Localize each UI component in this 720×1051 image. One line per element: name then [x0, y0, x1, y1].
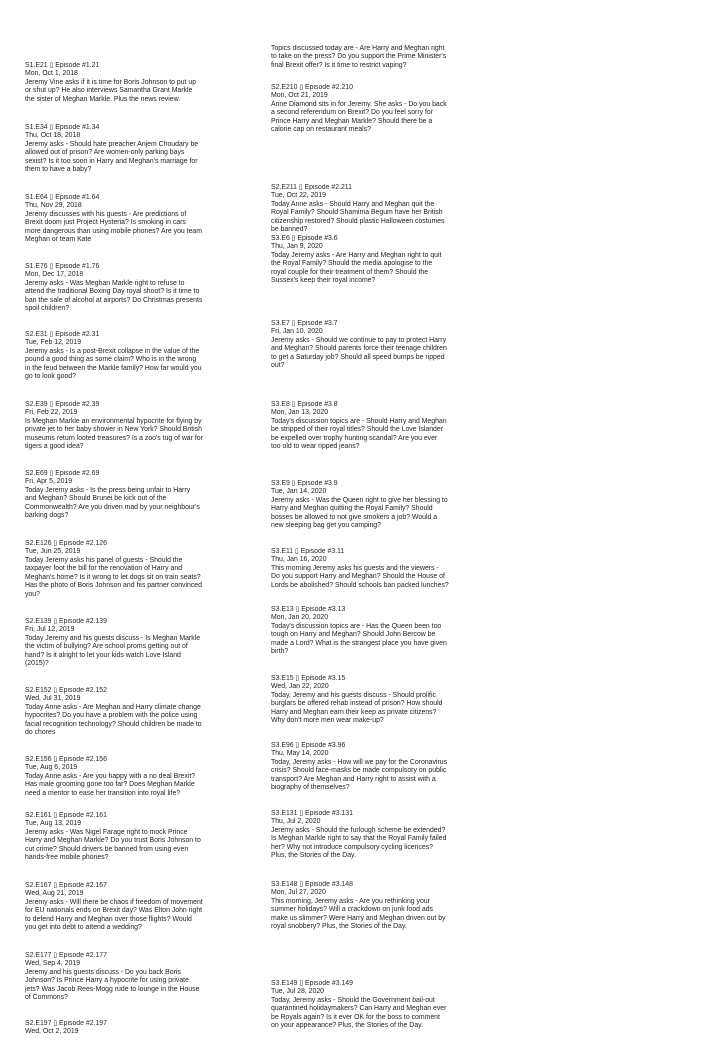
entry-line: Today Anne asks - Should Harry and Meghan quit the — [271, 200, 435, 208]
entry-line: out? — [271, 362, 285, 370]
entry-line: Lords be abolished? Should schools ban packed lunches? — [271, 581, 449, 589]
entry-line: Brexit doom just Project Hysteria? Is smoking in cars — [25, 219, 186, 227]
entry-line: S2.E39 ▯ Episode #2.39 — [25, 401, 100, 408]
entry-line: Wed, Oct 2, 2019 — [25, 1028, 79, 1036]
entry-line: S3.E9 ▯ Episode #3.9 — [271, 480, 338, 487]
episode-entry — [25, 62, 265, 104]
entry-line: transport? Are Meghan and Harry right to assist with a — [271, 775, 436, 783]
entry-line: S2.E31 ▯ Episode #2.31 — [25, 331, 100, 338]
episode-entry — [25, 331, 265, 382]
entry-line: Royal Family? Should Shamima Begum have her British — [271, 209, 443, 217]
entry-line: Jeremy asks - Will there be chaos if freedom of movement — [25, 898, 203, 906]
entry-line: bosses be allowed to not give smokers a job? Would a — [271, 513, 438, 521]
entry-line: summer holidays? Will a crackdown on junk food ads — [271, 906, 434, 914]
episode-entry — [25, 812, 265, 863]
entry-line: Fri, Feb 22, 2019 — [25, 409, 78, 417]
entry-line: you? — [25, 590, 40, 598]
entry-line: Thu, Jul 2, 2020 — [271, 818, 321, 826]
entry-line: S2.E161 ▯ Episode #2.161 — [25, 812, 107, 819]
entry-line: Today Jeremy asks - Are Harry and Meghan right to quit — [271, 251, 442, 259]
entry-line: S1.E34 ▯ Episode #1.34 — [25, 124, 100, 131]
entry-line: S2.E210 ▯ Episode #2.210 — [271, 84, 353, 91]
entry-line: them to have a baby? — [25, 166, 92, 174]
entry-line: Mon, Jul 27, 2020 — [271, 889, 326, 897]
entry-line: Fri, Jan 10, 2020 — [271, 328, 323, 336]
entry-line: ban the sale of alcohol at airports? Do Christmas presents — [25, 296, 203, 304]
entry-line: Wed, Jan 22, 2020 — [271, 683, 329, 691]
entry-line: Today's discussion topics are - Should Harry and Meghan — [271, 417, 447, 425]
entry-line: calorie cap on restaurant meals? — [271, 126, 371, 134]
entry-line: barking dogs? — [25, 512, 69, 520]
entry-line: attend the traditional Boxing Day royal shoot? Is it time to — [25, 288, 200, 296]
entry-line: hands-free mobile phones? — [25, 854, 109, 862]
entry-line: to take on the press? Do you support the Prime Minister's — [271, 53, 447, 61]
entry-line: S3.E149 ▯ Episode #3.149 — [271, 980, 353, 987]
entry-line: final Brexit offer? Is it time to restrict vaping? — [271, 61, 407, 69]
episode-entry — [25, 756, 265, 798]
entry-line: her? Why not introduce compulsory cycling licences? — [271, 843, 434, 851]
entry-line: S2.E139 ▯ Episode #2.139 — [25, 618, 107, 625]
entry-line: museums return looted treasures? Is a zoo's tug of war for — [25, 434, 203, 442]
entry-line: Sussex's keep their royal income? — [271, 276, 376, 284]
entry-line: Tue, Jun 25, 2019 — [25, 548, 81, 556]
entry-line: Jeremy asks - Was Meghan Markle right to refuse to — [25, 279, 185, 287]
episode-entry — [271, 184, 511, 285]
entry-line: Is Meghan Markle an environmental hypocrite for flying by — [25, 417, 202, 425]
entry-line: sexist? Is it too soon in Harry and Meghan's marriage for — [25, 157, 198, 165]
entry-line: S1.E21 ▯ Episode #1.21 — [25, 62, 100, 69]
entry-line: the Royal Family? Should the media apologise to the — [271, 260, 433, 268]
episode-entry — [25, 618, 265, 669]
episode-entry — [271, 742, 511, 793]
entry-line: Tue, Feb 12, 2019 — [25, 339, 82, 347]
entry-line: Wed, Jul 31, 2019 — [25, 695, 81, 703]
entry-line: Thu, Jan 16, 2020 — [271, 556, 327, 564]
entry-line: Today Anne asks - Are you happy with a no deal Brexit? — [25, 772, 196, 780]
entry-line: Has the photo of Boris Johnson and his partner convinced — [25, 582, 202, 590]
entry-line: Prince Harry and Meghan Markle? Should there be a — [271, 117, 433, 125]
entry-line: too old to wear ripped jeans? — [271, 443, 360, 451]
entry-line: Do you support Harry and Meghan? Should the House of — [271, 573, 445, 581]
entry-line: Meghan's home? Is it wrong to let dogs sit on train seats? — [25, 573, 201, 581]
entry-line: S3.E148 ▯ Episode #3.148 — [271, 881, 353, 888]
entry-line: to get a Saturday job? Should all speed bumps be ripped — [271, 353, 445, 361]
entry-line: S3.E8 ▯ Episode #3.8 — [271, 401, 338, 408]
entry-line: S3.E11 ▯ Episode #3.11 — [271, 548, 345, 555]
entry-line: S2.E126 ▯ Episode #2.126 — [25, 540, 107, 547]
episode-entry — [271, 980, 511, 1031]
entry-line: Thu, Oct 18, 2018 — [25, 132, 81, 140]
episode-entry — [25, 194, 265, 245]
entry-line: Today, Jeremy and his guests discuss - Should prolific — [271, 691, 436, 699]
episode-entry — [25, 687, 265, 738]
entry-line: Johnson? Is Prince Harry a hypocrite for using private — [25, 977, 189, 985]
entry-line: S3.E7 ▯ Episode #3.7 — [271, 320, 338, 327]
entry-line: the sister of Meghan Markle. Plus the news review. — [25, 95, 181, 103]
entry-line: Anne Diamond sits in for Jeremy. She asks - Do you back — [271, 100, 447, 108]
entry-line: be stripped of their royal titles? Should the Love Islander — [271, 426, 443, 434]
entry-line: Fri, Apr 5, 2019 — [25, 478, 73, 486]
entry-line: Tue, Jul 28, 2020 — [271, 988, 324, 996]
entry-line: Jeremy asks - Should we continue to pay to protect Harry — [271, 336, 447, 344]
entry-line: Meghan or team Kate — [25, 236, 92, 244]
entry-line: go to look good? — [25, 373, 76, 381]
entry-line: tough on Harry and Meghan? Should John Bercow be — [271, 631, 436, 639]
entry-line: Wed, Aug 21, 2019 — [25, 890, 84, 898]
entry-line: S3.E13 ▯ Episode #3.13 — [271, 606, 346, 613]
entry-line: allowed out of prison? Are women-only parking bays — [25, 149, 185, 157]
entry-line: Mon, Oct 1, 2018 — [25, 70, 78, 78]
entry-line: royal couple for their treatment of them? Should the — [271, 268, 429, 276]
entry-line: S2.E177 ▯ Episode #2.177 — [25, 952, 107, 959]
entry-line: new sleeping bag get you camping? — [271, 522, 381, 530]
entry-line: hand? Is it alright to let your kids watch Love Island — [25, 651, 181, 659]
entry-line: Mon, Jan 20, 2020 — [271, 614, 329, 622]
entry-line: burglars be offered rehab instead of prison? How should — [271, 700, 443, 708]
entry-line: Harry and Meghan earn their keep as private citizens? — [271, 708, 437, 716]
entry-line: Plus, the Stories of the Day. — [271, 852, 356, 860]
entry-line: Has male grooming gone too far? Does Meghan Markle — [25, 781, 195, 789]
entry-line: citizenship restored? Should plastic Halloween costumes — [271, 217, 445, 225]
entry-line: and Meghan? Should Brunei be kick out of the — [25, 495, 167, 503]
entry-line: Today Jeremy and his guests discuss - Is Meghan Markle — [25, 634, 201, 642]
entry-line: Mon, Oct 21, 2019 — [271, 92, 328, 100]
entry-line: S3.E6 ▯ Episode #3.6 — [271, 234, 338, 242]
entry-line: Why don't more men wear make-up? — [271, 717, 384, 725]
entry-line: Today Jeremy asks his panel of guests - Should the — [25, 556, 183, 564]
entry-line: royal snobbery? Plus, the Stories of the Day. — [271, 923, 407, 931]
entry-line: you get into debt to attend a wedding? — [25, 924, 142, 932]
entry-line: need a mentor to ease her transition into royal life? — [25, 789, 181, 797]
entry-line: S1.E64 ▯ Episode #1.64 — [25, 194, 100, 201]
entry-line: on your appearance? Plus, the Stories of the Day. — [271, 1022, 423, 1030]
entry-line: Today Anne asks - Are Meghan and Harry climate change — [25, 703, 201, 711]
entry-line: Today, Jeremy asks - How will we pay for the Coronavirus — [271, 758, 448, 766]
entry-line: jets? Was Jacob Rees-Mogg rude to lounge in the House — [25, 985, 200, 993]
entry-line: of Commons? — [25, 994, 68, 1002]
entry-line: S3.E96 ▯ Episode #3.96 — [271, 742, 346, 749]
episode-entry — [271, 881, 511, 932]
entry-line: S2.E197 ▯ Episode #2.197 — [25, 1020, 107, 1027]
entry-line: S2.E167 ▯ Episode #2.167 — [25, 882, 107, 889]
entry-line: made a Lord? What is the strangest place you have given — [271, 639, 447, 647]
episode-entry — [25, 1020, 265, 1037]
entry-line: S1.E76 ▯ Episode #1.76 — [25, 263, 100, 270]
entry-line: be expelled over trophy hunting scandal? Are you ever — [271, 434, 438, 442]
entry-line: Thu, May 14, 2020 — [271, 750, 329, 758]
entry-line: Harry and Meghan quitting the Royal Family? Should — [271, 505, 433, 513]
entry-line: do chores — [25, 729, 56, 737]
entry-line: Jeremy asks - Was Nigel Farage right to mock Prince — [25, 828, 188, 836]
entry-line: Jeremy asks - Should hate preacher Anjem Choudary be — [25, 140, 199, 148]
entry-line: S2.E152 ▯ Episode #2.152 — [25, 687, 107, 694]
episode-entry — [271, 606, 511, 657]
entry-line: Today, Jeremy asks - Should the Government bail-out — [271, 996, 435, 1004]
entry-line: Thu, Jan 9, 2020 — [271, 243, 323, 251]
entry-line: Today Jeremy asks - Is the press being unfair to Harry — [25, 486, 191, 494]
entry-line: Jeremy asks - Is a post-Brexit collapse in the value of the — [25, 347, 200, 355]
entry-line: and Meghan? Should parents force their teenage children — [271, 345, 447, 353]
entry-line: for EU nationals ends on Brexit day? Was Elton John right — [25, 907, 203, 915]
episode-entry — [271, 45, 511, 70]
entry-line: private jet to her baby shower in New York? Should British — [25, 426, 202, 434]
entry-line: This morning, Jeremy asks - Are you rethinking your — [271, 897, 430, 905]
entry-line: Jeremy asks - Should the furlough scheme be extended? — [271, 826, 446, 834]
entry-line: Tue, Jan 14, 2020 — [271, 488, 327, 496]
entry-line: cut crime? Should drivers be banned from using even — [25, 845, 189, 853]
entry-line: Tue, Aug 6, 2019 — [25, 764, 78, 772]
episode-entry — [25, 882, 265, 933]
entry-line: Jeremy discusses with his guests - Are predictions of — [25, 210, 187, 218]
entry-line: S2.E69 ▯ Episode #2.69 — [25, 470, 100, 477]
entry-line: be banned? — [271, 226, 308, 234]
entry-line: Topics discussed today are - Are Harry and Meghan right — [271, 45, 445, 52]
episode-entry — [271, 320, 511, 371]
entry-line: Mon, Dec 17, 2018 — [25, 271, 84, 279]
entry-line: Tue, Aug 13, 2019 — [25, 820, 82, 828]
entry-line: spoil children? — [25, 305, 70, 313]
entry-line: biography of themselves? — [271, 784, 350, 792]
episode-entry — [271, 675, 511, 726]
entry-line: a second referendum on Brexit? Do you feel sorry for — [271, 109, 434, 117]
entry-line: tigers a good idea? — [25, 443, 84, 451]
entry-line: make us slimmer? Were Harry and Meghan driven out by — [271, 914, 446, 922]
entry-line: Is Meghan Markle right to say that the Royal Family failed — [271, 835, 447, 843]
episode-entry — [271, 810, 511, 861]
entry-line: the victim of bullying? Are school proms getting out of — [25, 643, 188, 651]
entry-line: or shut up? He also interviews Samantha Grant Markle — [25, 87, 193, 95]
entry-line: S3.E15 ▯ Episode #3.15 — [271, 675, 346, 682]
episode-entry — [271, 480, 511, 531]
entry-line: more dangerous than using mobile phones? Are you team — [25, 227, 202, 235]
entry-line: facial recognition technology? Should children be made to — [25, 720, 202, 728]
entry-line: S2.E156 ▯ Episode #2.156 — [25, 756, 107, 763]
episode-entry — [25, 470, 265, 521]
entry-line: (2015)? — [25, 660, 49, 668]
entry-line: Thu, Nov 29, 2018 — [25, 202, 82, 210]
entry-line: Fri, Jul 12, 2019 — [25, 626, 75, 634]
entry-line: taxpayer foot the bill for the renovation of Harry and — [25, 565, 183, 573]
episode-entry — [25, 263, 265, 314]
entry-line: be Royals again? Is it ever OK for the boss to comment — [271, 1013, 440, 1021]
entry-line: Wed, Sep 4, 2019 — [25, 960, 81, 968]
entry-line: birth? — [271, 648, 289, 656]
entry-line: Harry and Meghan Markle? Do you trust Boris Johnson to — [25, 837, 201, 845]
entry-line: to defend Harry and Meghan over those flights? Would — [25, 915, 192, 923]
episode-entry — [271, 548, 511, 590]
entry-line: Jeremy asks - Was the Queen right to give her blessing to — [271, 496, 448, 504]
entry-line: Jeremy Vine asks if it is time for Boris Johnson to put up — [25, 78, 197, 86]
entry-line: Commonwealth? Are you driven mad by your neighbour's — [25, 503, 200, 511]
entry-line: Mon, Jan 13, 2020 — [271, 409, 329, 417]
entry-line: pound a good thing as some claim? Who is in the wrong — [25, 356, 197, 364]
entry-line: Jeremy and his guests discuss - Do you back Boris — [25, 968, 181, 976]
episode-entry — [25, 401, 265, 452]
episode-entry — [271, 84, 511, 135]
entry-line: S2.E211 ▯ Episode #2.211 — [271, 184, 352, 191]
entry-line: hypocrites? Do you have a problem with the police using — [25, 712, 198, 720]
episode-entry — [271, 401, 511, 452]
entry-line: in the feud between the Markle family? How far would you — [25, 364, 202, 372]
entry-line: S3.E131 ▯ Episode #3.131 — [271, 810, 353, 817]
entry-line: Today's discussion topics are - Has the Queen been too — [271, 622, 442, 630]
entry-line: Tue, Oct 22, 2019 — [271, 192, 326, 200]
entry-line: crisis? Should face-masks be made compulsory on public — [271, 767, 447, 775]
episode-entry — [25, 540, 265, 599]
entry-line: This morning Jeremy asks his guests and the viewers - — [271, 564, 439, 572]
episode-entry — [25, 952, 265, 1003]
episode-entry — [25, 124, 265, 175]
entry-line: quarantined holidaymakers? Can Harry and Meghan ever — [271, 1005, 447, 1013]
